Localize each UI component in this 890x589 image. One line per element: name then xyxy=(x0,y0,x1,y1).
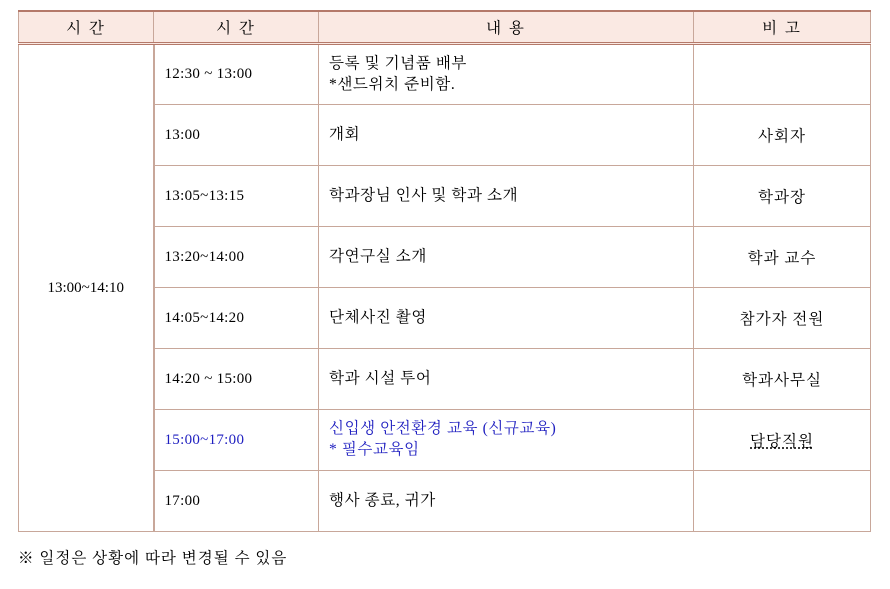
row-content-line1: 개회 xyxy=(329,125,361,143)
column-header-time: 시 간 xyxy=(154,11,319,44)
row-content-line1: 신입생 안전환경 교육 (신규교육) xyxy=(329,420,557,438)
row-note: 학과 교수 xyxy=(694,227,871,288)
row-note xyxy=(694,410,871,471)
row-content xyxy=(319,227,694,288)
row-content xyxy=(319,471,694,532)
row-content xyxy=(319,105,694,166)
row-content-line1: 단체사진 촬영 xyxy=(329,308,427,326)
row-content xyxy=(319,349,694,410)
footnote: ※ 일정은 상황에 따라 변경될 수 있음 xyxy=(18,550,288,567)
table-row xyxy=(19,44,871,105)
row-time: 14:20 ~ 15:00 xyxy=(154,349,319,410)
row-content xyxy=(319,166,694,227)
table-header-row xyxy=(19,11,871,44)
row-time: 15:00~17:00 xyxy=(154,410,319,471)
row-content-line1: 학과 시설 투어 xyxy=(329,369,432,387)
row-note: 사회자 xyxy=(694,105,871,166)
row-content-line1: 학과장님 인사 및 학과 소개 xyxy=(329,186,519,204)
row-time: 13:20~14:00 xyxy=(154,227,319,288)
row-time: 17:00 xyxy=(154,471,319,532)
row-note: 학과사무실 xyxy=(694,349,871,410)
column-header-note: 비 고 xyxy=(694,11,871,44)
row-content xyxy=(319,410,694,471)
schedule-table xyxy=(18,10,871,532)
row-content xyxy=(319,288,694,349)
column-header-time-range: 시 간 xyxy=(19,11,154,44)
row-content xyxy=(319,44,694,105)
row-content-line2: *샌드위치 준비함. xyxy=(329,75,456,93)
row-time: 13:05~13:15 xyxy=(154,166,319,227)
column-header-content: 내 용 xyxy=(319,11,694,44)
row-note xyxy=(694,44,871,105)
row-note: 학과장 xyxy=(694,166,871,227)
table-header xyxy=(19,11,871,44)
row-content-line1: 각연구실 소개 xyxy=(329,247,427,265)
time-span-cell: 13:00~14:10 xyxy=(19,44,154,532)
row-time: 13:00 xyxy=(154,105,319,166)
row-content-line1: 행사 종료, 귀가 xyxy=(329,491,436,509)
row-time: 14:05~14:20 xyxy=(154,288,319,349)
row-content-line2: * 필수교육임 xyxy=(329,441,420,458)
row-time: 12:30 ~ 13:00 xyxy=(154,44,319,105)
row-note-text: 담당직원 xyxy=(750,433,814,450)
row-content-line1: 등록 및 기념품 배부 xyxy=(329,54,468,72)
row-note xyxy=(694,471,871,532)
row-note: 참가자 전원 xyxy=(694,288,871,349)
table-body xyxy=(19,44,871,532)
